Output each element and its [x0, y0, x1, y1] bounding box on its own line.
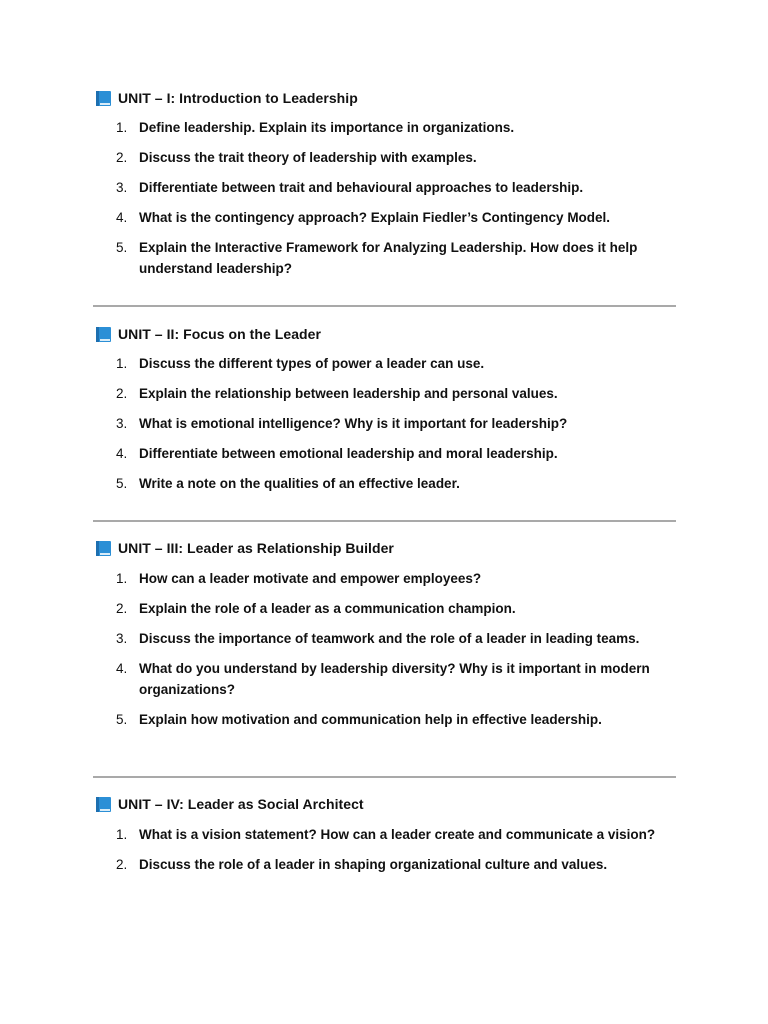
unit-4-heading: [96, 794, 676, 814]
question-text: Explain the role of a leader as a communication champion.: [139, 601, 516, 616]
question-number: 4.: [116, 210, 128, 225]
section-divider: [93, 776, 676, 778]
question-number: 2.: [116, 386, 128, 401]
unit-2-section: [96, 324, 676, 494]
list-item: [96, 353, 659, 374]
unit-2-heading: [96, 324, 676, 344]
question-number: 1.: [116, 356, 128, 371]
list-item: [96, 568, 659, 589]
question-number: 3.: [116, 180, 128, 195]
unit-4-section: [96, 794, 676, 875]
question-number: 5.: [116, 712, 128, 727]
question-text: How can a leader motivate and empower employees?: [139, 571, 482, 586]
unit-1-heading: [96, 88, 676, 108]
list-item: [96, 177, 659, 198]
question-text: Differentiate between trait and behavioural approaches to leadership.: [139, 180, 584, 195]
question-number: 3.: [116, 416, 128, 431]
blue-book-icon: [96, 797, 111, 812]
question-number: 4.: [116, 446, 128, 461]
list-item: [96, 207, 659, 228]
unit-3-title: UNIT – III: Leader as Relationship Builder: [118, 540, 394, 556]
question-number: 2.: [116, 150, 128, 165]
question-text: Discuss the different types of power a leader can use.: [139, 356, 485, 371]
list-item: [96, 824, 659, 845]
question-number: 5.: [116, 240, 128, 255]
question-text: What is the contingency approach? Explain Fiedler’s Contingency Model.: [139, 210, 611, 225]
unit-4-title: UNIT – IV: Leader as Social Architect: [118, 796, 364, 812]
question-text: Explain the relationship between leadership and personal values.: [139, 386, 558, 401]
question-text: Explain the Interactive Framework for Analyzing Leadership. How does it help understand leadership?: [139, 240, 638, 276]
question-number: 3.: [116, 631, 128, 646]
list-item: [96, 658, 659, 700]
unit-3-question-list: [96, 568, 676, 730]
question-number: 1.: [116, 120, 128, 135]
question-text: Differentiate between emotional leadership and moral leadership.: [139, 446, 558, 461]
unit-3-heading: [96, 538, 676, 558]
section-divider: [93, 305, 676, 307]
question-text: Explain how motivation and communication help in effective leadership.: [139, 712, 602, 727]
list-item: [96, 854, 659, 875]
question-text: Write a note on the qualities of an effective leader.: [139, 476, 460, 491]
unit-4-question-list: [96, 824, 676, 875]
list-item: [96, 383, 659, 404]
list-item: [96, 473, 659, 494]
unit-1-section: [96, 88, 676, 279]
question-number: 1.: [116, 827, 128, 842]
list-item: [96, 598, 659, 619]
unit-2-question-list: [96, 353, 676, 494]
list-item: [96, 413, 659, 434]
question-text: What do you understand by leadership diversity? Why is it important in modern organizations?: [139, 661, 650, 697]
blue-book-icon: [96, 91, 111, 106]
question-number: 2.: [116, 857, 128, 872]
list-item: [96, 628, 659, 649]
unit-3-section: [96, 538, 676, 730]
list-item: [96, 237, 659, 279]
question-text: Define leadership. Explain its importance in organizations.: [139, 120, 515, 135]
question-text: Discuss the trait theory of leadership with examples.: [139, 150, 477, 165]
unit-1-title: UNIT – I: Introduction to Leadership: [118, 90, 358, 106]
question-text: What is a vision statement? How can a leader create and communicate a vision?: [139, 827, 656, 842]
question-text: Discuss the role of a leader in shaping organizational culture and values.: [139, 857, 608, 872]
question-number: 5.: [116, 476, 128, 491]
blue-book-icon: [96, 327, 111, 342]
question-text: What is emotional intelligence? Why is it important for leadership?: [139, 416, 568, 431]
unit-1-question-list: [96, 117, 676, 279]
question-number: 1.: [116, 571, 128, 586]
section-divider: [93, 520, 676, 522]
list-item: [96, 147, 659, 168]
question-text: Discuss the importance of teamwork and the role of a leader in leading teams.: [139, 631, 640, 646]
unit-2-title: UNIT – II: Focus on the Leader: [118, 326, 321, 342]
question-number: 4.: [116, 661, 128, 676]
list-item: [96, 709, 659, 730]
list-item: [96, 117, 659, 138]
list-item: [96, 443, 659, 464]
blue-book-icon: [96, 541, 111, 556]
question-number: 2.: [116, 601, 128, 616]
